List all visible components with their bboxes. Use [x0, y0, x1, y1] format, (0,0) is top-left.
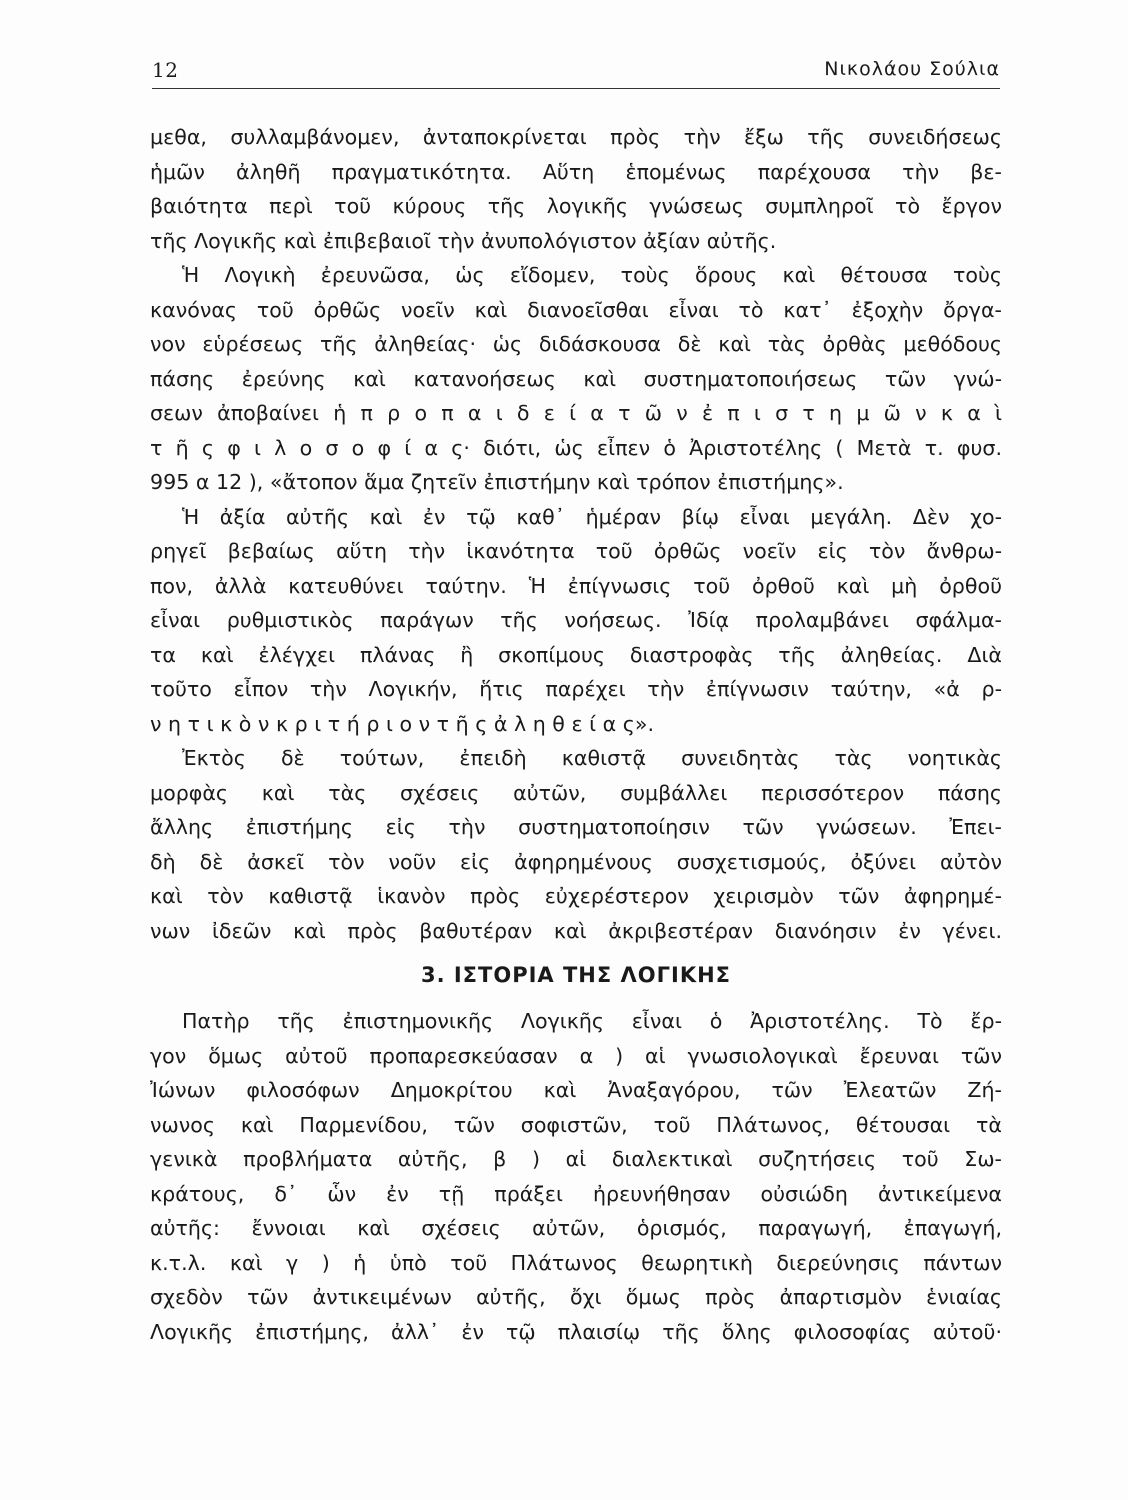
- text-line: νωνος καὶ Παρμενίδου, τῶν σοφιστῶν, τοῦ Πλάτωνος, θέτουσαι τὰ: [150, 1112, 1002, 1137]
- text-line: ἡμῶν ἀληθῆ πραγματικότητα. Αὕτη ἑπομένως παρέχουσα τὴν βε-: [150, 159, 1002, 184]
- body-text: [150, 120, 1002, 1349]
- text-line: ἄλλης ἐπιστήμης εἰς τὴν συστηματοποίησιν τῶν γνώσεων. Ἐπει-: [150, 815, 1002, 839]
- text-line: ρηγεῖ βεβαίως αὕτη τὴν ἱκανότητα τοῦ ὀρθῶς νοεῖν εἰς τὸν ἄνθρω-: [150, 539, 1002, 563]
- text-line: πάσης ἐρεύνης καὶ κατανοήσεως καὶ συστηματοποιήσεως τῶν γνώ-: [150, 366, 1002, 391]
- text-line: εἶναι ρυθμιστικὸς παράγων τῆς νοήσεως. Ἰδίᾳ προλαμβάνει σφάλμα-: [150, 608, 1002, 632]
- text-line: βαιότητα περὶ τοῦ κύρους τῆς λογικῆς γνώσεως συμπληροῖ τὸ ἔργον: [150, 194, 1002, 218]
- text-line: πον, ἀλλὰ κατευθύνει ταύτην. Ἡ ἐπίγνωσις τοῦ ὀρθοῦ καὶ μὴ ὀρθοῦ: [150, 573, 1002, 598]
- text-line: νων ἰδεῶν καὶ πρὸς βαθυτέραν καὶ ἀκριβεστέραν διανόησιν ἐν γένει.: [150, 918, 1002, 943]
- text-line: Ἡ ἀξία αὐτῆς καὶ ἐν τῷ καθ᾽ ἡμέραν βίῳ εἶναι μεγάλη. Δὲν χο-: [182, 504, 1002, 529]
- text-line: μορφὰς καὶ τὰς σχέσεις αὐτῶν, συμβάλλει περισσότερον πάσης: [150, 780, 1002, 805]
- text-line: αὐτῆς: ἔννοιαι καὶ σχέσεις αὐτῶν, ὁρισμός, παραγωγή, ἐπαγωγή,: [150, 1216, 1002, 1240]
- text-line: σχεδὸν τῶν ἀντικειμένων αὐτῆς, ὄχι ὅμως πρὸς ἀπαρτισμὸν ἑνιαίας: [150, 1285, 1002, 1309]
- text-line: Ἰώνων φιλοσόφων Δημοκρίτου καὶ Ἀναξαγόρου, τῶν Ἐλεατῶν Ζή-: [150, 1078, 1002, 1102]
- text-line: νον εὑρέσεως τῆς ἀληθείας· ὡς διδάσκουσα δὲ καὶ τὰς ὀρθὰς μεθόδους: [150, 332, 1002, 356]
- page-number: 12: [152, 58, 179, 82]
- section-heading: 3. ΙΣΤΟΡΙΑ ΤΗΣ ΛΟΓΙΚΗΣ: [420, 963, 732, 987]
- text-line: Ἡ Λογικὴ ἐρευνῶσα, ὡς εἴδομεν, τοὺς ὅρους καὶ θέτουσα τοὺς: [182, 263, 1002, 287]
- text-line: τῆς Λογικῆς καὶ ἐπιβεβαιοῖ τὴν ἀνυπολόγιστον ἀξίαν αὐτῆς.: [150, 228, 777, 253]
- text-line: κ.τ.λ. καὶ γ ) ἡ ὑπὸ τοῦ Πλάτωνος θεωρητικὴ διερεύνησις πάντων: [150, 1250, 1002, 1275]
- paragraph-1: [150, 120, 1002, 258]
- text-line: Ἐκτὸς δὲ τούτων, ἐπειδὴ καθιστᾷ συνειδητὰς τὰς νοητικὰς: [182, 746, 1002, 770]
- text-line: μεθα, συλλαμβάνομεν, ἀνταποκρίνεται πρὸς τὴν ἔξω τῆς συνειδήσεως: [150, 125, 1002, 149]
- text-line: τα καὶ ἐλέγχει πλάνας ἢ σκοπίμους διαστροφὰς τῆς ἀληθείας. Διὰ: [150, 642, 1002, 667]
- paragraph-3: [150, 500, 1002, 742]
- text-line: κράτους, δ᾽ ὧν ἐν τῇ πράξει ἠρευνήθησαν οὐσιώδη ἀντικείμενα: [150, 1181, 1002, 1206]
- running-head-author: Νικολάου Σούλια: [824, 58, 1000, 80]
- text-line: καὶ τὸν καθιστᾷ ἱκανὸν πρὸς εὐχερέστερον χειρισμὸν τῶν ἀφηρημέ-: [150, 884, 1002, 908]
- text-line: τ ῆ ς φ ι λ ο σ ο φ ί α ς· διότι, ὡς εἶπεν ὁ Ἀριστοτέλης ( Μετὰ τ. φυσ.: [150, 435, 1002, 460]
- text-line: σεων ἀποβαίνει ἡ π ρ ο π α ι δ ε ί α τ ῶ ν ἐ π ι σ τ η μ ῶ ν κ α ὶ: [150, 401, 1002, 425]
- running-head: [152, 58, 1000, 89]
- text-line: γον ὅμως αὐτοῦ προπαρεσκεύασαν α ) αἱ γνωσιολογικαὶ ἔρευναι τῶν: [150, 1043, 1002, 1068]
- text-line: Λογικῆς ἐπιστήμης, ἀλλ᾽ ἐν τῷ πλαισίῳ τῆς ὅλης φιλοσοφίας αὐτοῦ·: [150, 1319, 1002, 1344]
- text-line: γενικὰ προβλήματα αὐτῆς, β ) αἱ διαλεκτικαὶ συζητήσεις τοῦ Σω-: [150, 1147, 1002, 1171]
- text-line: κανόνας τοῦ ὀρθῶς νοεῖν καὶ διανοεῖσθαι εἶναι τὸ κατ᾽ ἐξοχὴν ὄργα-: [150, 297, 1002, 322]
- text-line: Πατὴρ τῆς ἐπιστημονικῆς Λογικῆς εἶναι ὁ Ἀριστοτέλης. Τὸ ἔρ-: [182, 1009, 1002, 1033]
- text-line: ν η τ ι κ ὸ ν κ ρ ι τ ή ρ ι ο ν τ ῆ ς ἀ λ η θ ε ί α ς».: [150, 711, 654, 736]
- text-line: τοῦτο εἶπον τὴν Λογικήν, ἥτις παρέχει τὴν ἐπίγνωσιν ταύτην, «ἀ ρ-: [150, 677, 1002, 701]
- paragraph-2: [150, 258, 1002, 500]
- text-line: 995 α 12 ), «ἄτοπον ἅμα ζητεῖν ἐπιστήμην καὶ τρόπον ἐπιστήμης».: [150, 470, 844, 494]
- section-paragraph: [150, 1004, 1002, 1349]
- text-line: δὴ δὲ ἀσκεῖ τὸν νοῦν εἰς ἀφηρημένους συσχετισμούς, ὀξύνει αὐτὸν: [150, 849, 1002, 874]
- paragraph-4: [150, 741, 1002, 948]
